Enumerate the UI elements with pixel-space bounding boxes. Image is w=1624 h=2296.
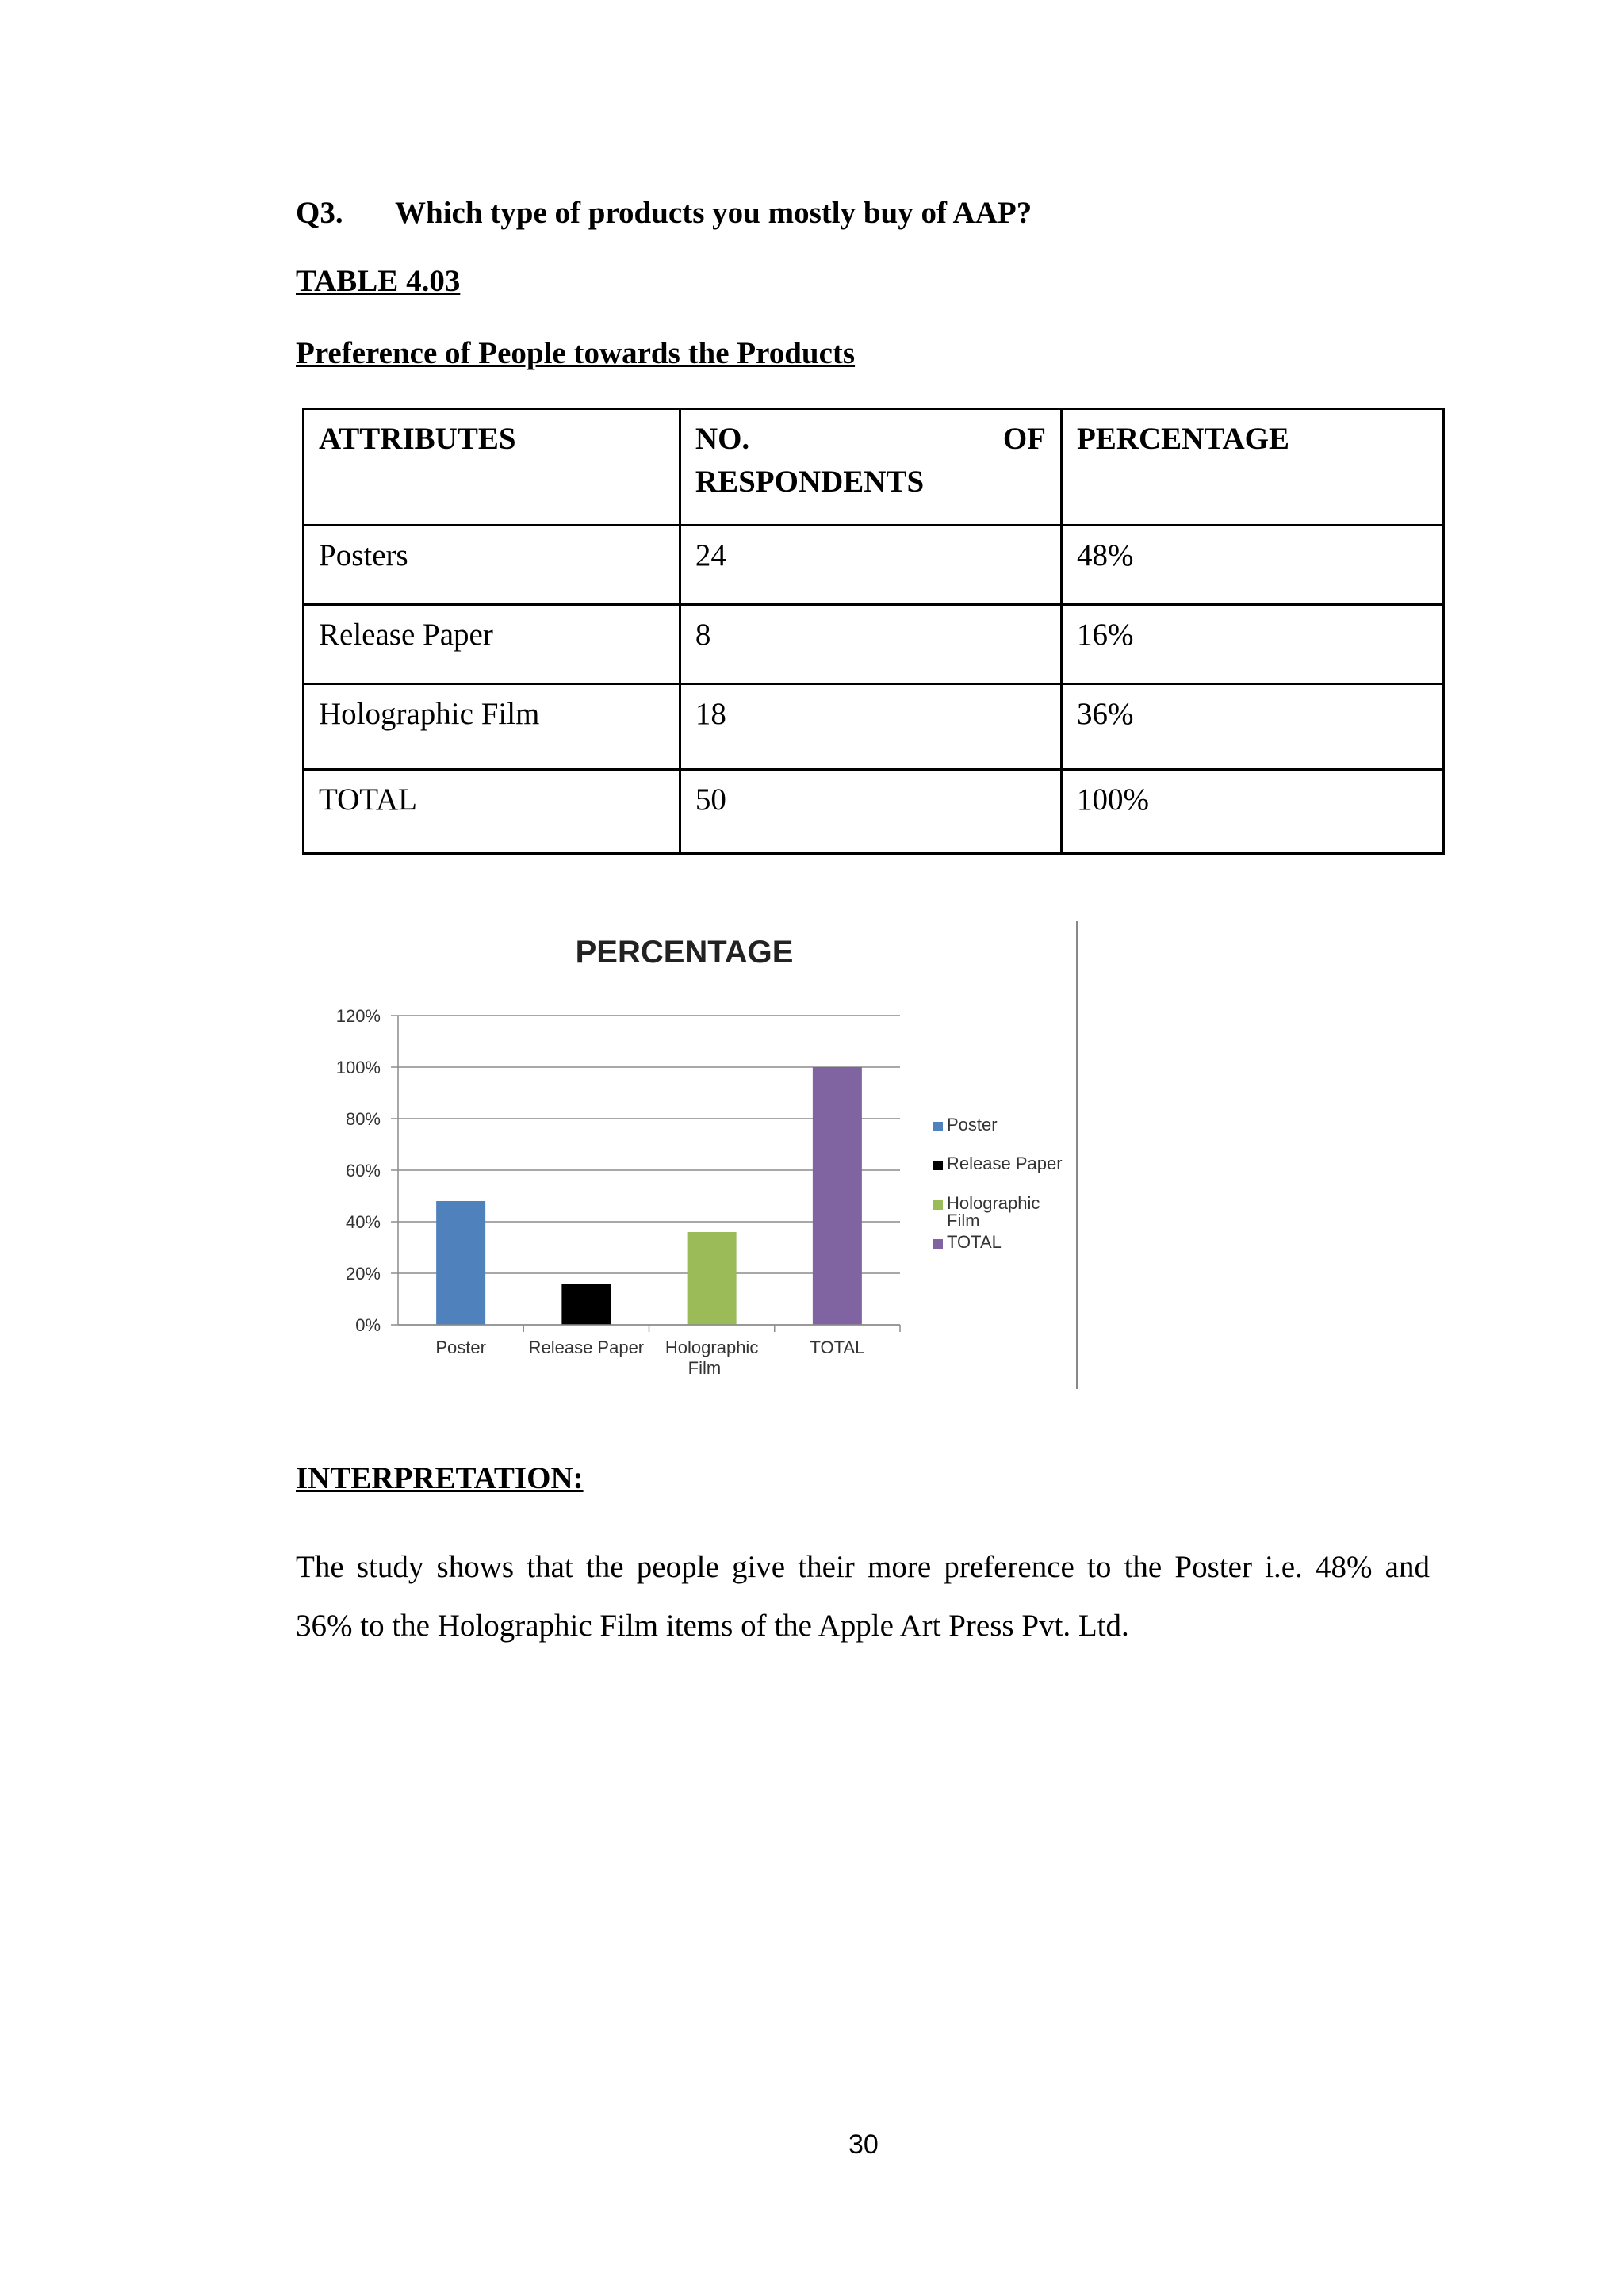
chart-title: PERCENTAGE <box>575 935 794 970</box>
header-respondents-label: RESPONDENTS <box>695 465 925 499</box>
legend-label: TOTAL <box>947 1232 1002 1252</box>
legend-swatch <box>933 1161 943 1170</box>
data-table <box>302 408 1445 855</box>
header-no: NO. <box>695 422 750 456</box>
question-number: Q3. <box>296 196 343 230</box>
bar <box>561 1284 611 1325</box>
question-text: Which type of products you mostly buy of AAP? <box>395 196 1032 230</box>
interpretation-paragraph <box>296 1538 1430 1655</box>
y-tick-label: 0% <box>355 1315 381 1335</box>
question <box>296 195 1032 231</box>
cell-respondents: 50 <box>680 770 1061 854</box>
header-of: OF <box>1002 422 1046 456</box>
interpretation-line-2: 36% to the Holographic Film items of the Apple Art Press Pvt. Ltd. <box>296 1609 1129 1643</box>
table-title: TABLE 4.03 <box>296 264 461 298</box>
table-row <box>304 605 1444 684</box>
cell-percentage: 100% <box>1062 770 1444 854</box>
chart-container <box>301 921 1078 1389</box>
header-respondents <box>680 409 1061 526</box>
x-tick-label: Holographic <box>665 1337 759 1357</box>
legend-label: Holographic <box>947 1193 1040 1213</box>
x-tick-label: TOTAL <box>810 1337 865 1357</box>
legend-swatch <box>933 1200 943 1210</box>
bar <box>813 1067 862 1325</box>
y-tick-label: 60% <box>345 1161 381 1181</box>
y-tick-label: 120% <box>335 1006 381 1026</box>
x-tick-label: Poster <box>435 1337 486 1357</box>
table-header-row <box>304 409 1444 526</box>
interpretation-line-1: The study shows that the people give their more preference to the Poster i.e. 48% and <box>296 1550 1430 1584</box>
x-tick-label: Release Paper <box>528 1337 645 1357</box>
cell-attribute: Posters <box>304 526 680 605</box>
header-percentage: PERCENTAGE <box>1062 409 1444 526</box>
y-tick-label: 20% <box>345 1264 381 1284</box>
legend-swatch <box>933 1239 943 1249</box>
cell-percentage: 16% <box>1062 605 1444 684</box>
cell-attribute: TOTAL <box>304 770 680 854</box>
chart-divider <box>1076 921 1078 1389</box>
page-number: 30 <box>848 2130 879 2160</box>
bar <box>688 1232 737 1325</box>
cell-respondents: 24 <box>680 526 1061 605</box>
cell-percentage: 36% <box>1062 684 1444 770</box>
y-tick-label: 40% <box>345 1212 381 1232</box>
table-row <box>304 684 1444 770</box>
x-tick-label: Film <box>688 1358 722 1378</box>
cell-percentage: 48% <box>1062 526 1444 605</box>
legend-label: Poster <box>947 1115 998 1135</box>
y-tick-label: 80% <box>345 1109 381 1129</box>
legend-label: Film <box>947 1211 980 1230</box>
header-attributes: ATTRIBUTES <box>304 409 680 526</box>
table-caption: Preference of People towards the Products <box>296 336 856 370</box>
y-tick-label: 100% <box>335 1058 381 1077</box>
legend-swatch <box>933 1122 943 1131</box>
table-row <box>304 526 1444 605</box>
table-row <box>304 770 1444 854</box>
bar-chart <box>301 921 1078 1389</box>
interpretation-heading: INTERPRETATION: <box>296 1461 584 1495</box>
cell-attribute: Release Paper <box>304 605 680 684</box>
legend-label: Release Paper <box>947 1154 1063 1173</box>
cell-respondents: 18 <box>680 684 1061 770</box>
cell-attribute: Holographic Film <box>304 684 680 770</box>
bar <box>436 1201 485 1325</box>
cell-respondents: 8 <box>680 605 1061 684</box>
